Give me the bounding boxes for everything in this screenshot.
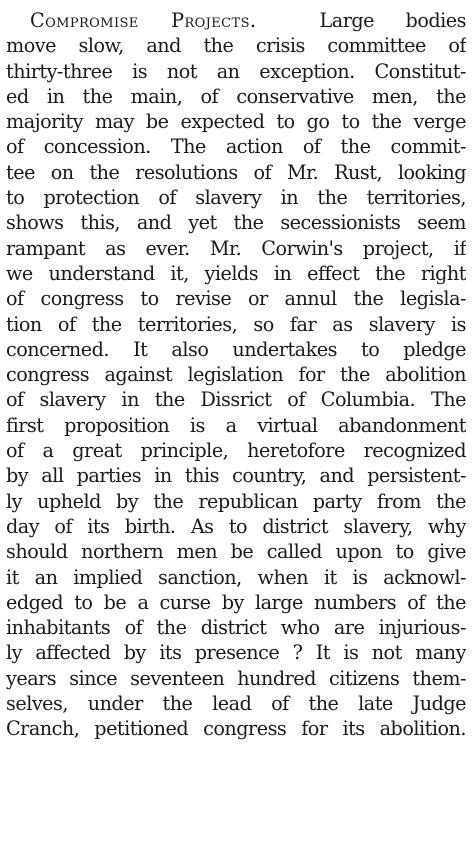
- article-line: years since seventeen hundred citizens them-: [6, 666, 466, 690]
- article-line: by all parties in this country, and persistent-: [6, 464, 466, 488]
- article-line: day of its birth. As to district slavery, why: [6, 514, 466, 538]
- article-line: shows this, and yet the secessionists seem: [6, 211, 466, 235]
- article-line: inhabitants of the district who are injurious-: [6, 616, 466, 640]
- article-line: rampant as ever. Mr. Corwin's project, if: [6, 236, 466, 260]
- article-line: selves, under the lead of the late Judge: [6, 692, 466, 716]
- article-line: first proposition is a virtual abandonment: [6, 413, 466, 437]
- article-line-text: Large bodies: [319, 9, 466, 32]
- article-line: ed in the main, of conservative men, the: [6, 84, 466, 108]
- article-line: ly upheld by the republican party from the: [6, 489, 466, 513]
- article-line: edged to be a curse by large numbers of the: [6, 590, 466, 614]
- article-line: Cranch, petitioned congress for its abolition.: [6, 717, 466, 741]
- article-line: of congress to revise or annul the legisla-: [6, 287, 466, 311]
- article-line: congress against legislation for the abolition: [6, 363, 466, 387]
- article-line: we understand it, yields in effect the right: [6, 261, 466, 285]
- news-article: [6, 8, 466, 742]
- article-line: thirty-three is not an exception. Constitut-: [6, 59, 466, 83]
- article-line: tee on the resolutions of Mr. Rust, looking: [6, 160, 466, 184]
- article-line: concerned. It also undertakes to pledge: [6, 337, 466, 361]
- article-line: move slow, and the crisis committee of: [6, 34, 466, 58]
- article-line: [6, 8, 466, 33]
- article-line: should northern men be called upon to give: [6, 540, 466, 564]
- article-line: it an implied sanction, when it is acknowl-: [6, 565, 466, 589]
- article-line: of concession. The action of the commit-: [6, 135, 466, 159]
- article-line: of slavery in the Dissrict of Columbia. The: [6, 388, 466, 412]
- article-line: of a great principle, heretofore recognized: [6, 439, 466, 463]
- article-line: to protection of slavery in the territories,: [6, 186, 466, 210]
- article-line: tion of the territories, so far as slavery is: [6, 312, 466, 336]
- article-line: ly affected by its presence ? It is not many: [6, 641, 466, 665]
- article-line: majority may be expected to go to the verge: [6, 110, 466, 134]
- article-heading: Compromise Projects.: [30, 9, 257, 32]
